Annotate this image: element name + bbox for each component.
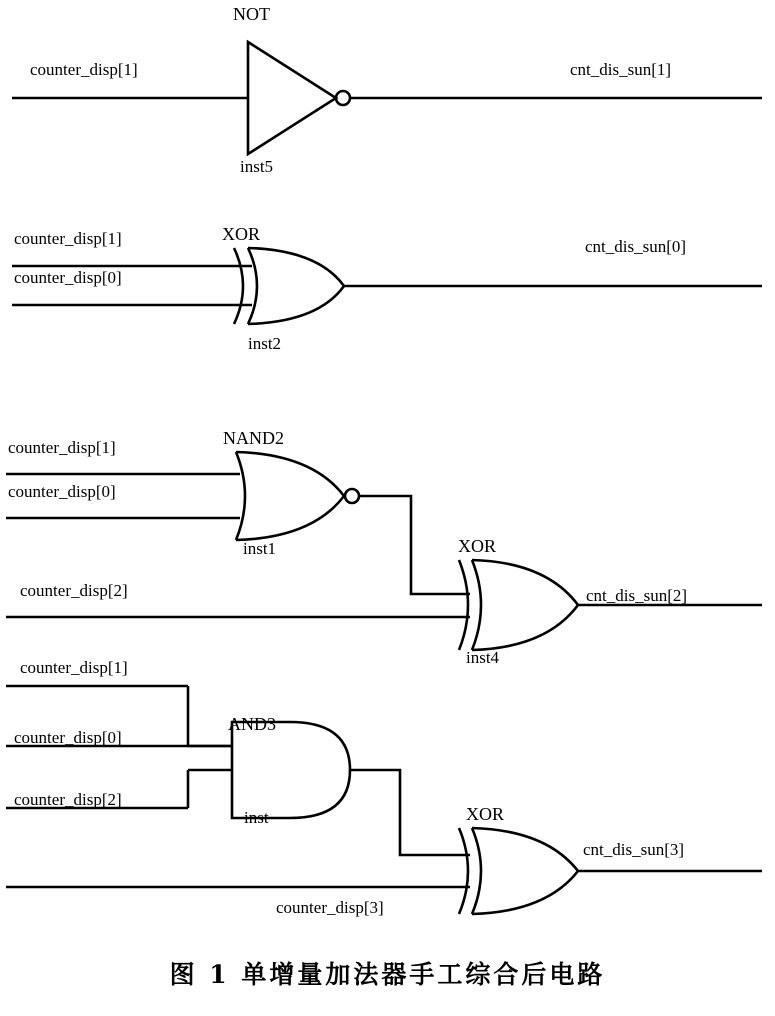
xor3-inner-arc [459,828,468,914]
nand-gate-bubble [345,489,359,503]
signal-label-xor3-output: cnt_dis_sun[3] [583,840,685,859]
figure-caption: 图 1 单增量加法器手工综合后电路 [169,960,606,989]
xor1-top-curve [248,248,344,286]
instance-label-inst2: inst2 [248,334,282,353]
gate-label-xor1: XOR [222,224,261,244]
signal-label-xor3-input-b: counter_disp[3] [276,898,384,917]
gate-label-and3: AND3 [228,714,276,734]
signal-label-nand-input-a: counter_disp[1] [8,438,116,457]
signal-label-nand-input-b: counter_disp[0] [8,482,116,501]
xor1-inner-arc [234,248,243,324]
instance-label-inst5: inst5 [240,157,274,176]
xor2-back-arc [472,560,481,650]
xor2-top-curve [472,560,578,605]
nand-back-arc [236,452,245,540]
xor2-bottom-curve [472,605,578,650]
gate-label-xor3: XOR [466,804,505,824]
xor3-bottom-curve [472,871,578,914]
gate-label-not: NOT [233,4,270,24]
instance-label-inst1: inst1 [243,539,277,558]
signal-label-and3-input-c: counter_disp[2] [14,790,122,809]
xor1-bottom-curve [248,286,344,324]
xor1-back-arc [248,248,257,324]
signal-label-not-output: cnt_dis_sun[1] [570,60,672,79]
wire-nand-to-xor2 [359,496,470,594]
signal-label-xor1-output: cnt_dis_sun[0] [585,237,687,256]
signal-label-xor2-output: cnt_dis_sun[2] [586,586,688,605]
not-gate-body [248,42,336,154]
nand-top-curve [236,452,344,496]
gate-label-xor2: XOR [458,536,497,556]
signal-label-and3-input-a: counter_disp[1] [20,658,128,677]
gate-label-nand2: NAND2 [223,428,284,448]
signal-label-xor1-input-a: counter_disp[1] [14,229,122,248]
xor3-top-curve [472,828,578,871]
instance-label-inst4: inst4 [466,648,500,667]
signal-label-and3-input-b: counter_disp[0] [14,728,122,747]
wire-and3-to-xor3 [350,770,470,855]
signal-label-not-input: counter_disp[1] [30,60,138,79]
and3-gate-body [232,722,350,818]
nand-bottom-curve [236,496,344,540]
signal-label-xor1-input-b: counter_disp[0] [14,268,122,287]
instance-label-inst: inst [244,808,269,827]
signal-label-xor2-input-b: counter_disp[2] [20,581,128,600]
xor3-back-arc [472,828,481,914]
xor2-inner-arc [459,560,468,650]
